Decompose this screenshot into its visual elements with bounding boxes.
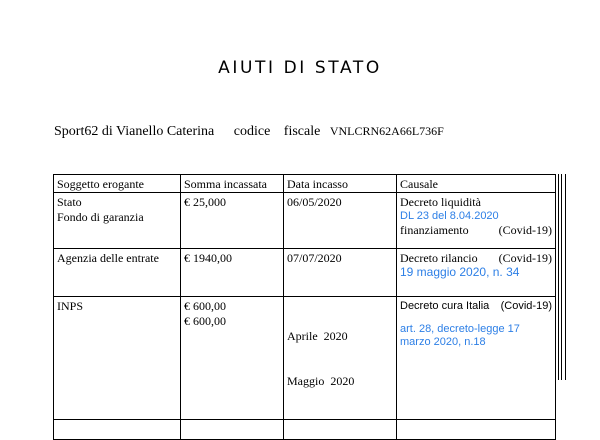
causale-main: Decreto cura Italia [400,300,490,312]
causale-tag: (Covid-19) [498,251,552,265]
somma-cell: € 1940,00 [181,249,284,297]
table-border-line [565,174,566,380]
causale-cell [397,193,556,249]
causale-tag: (Covid-19) [498,223,552,237]
causale-main: Decreto rilancio [400,251,478,265]
header-somma: Somma incassata [181,175,284,193]
causale-tag: (Covid-19) [500,300,552,312]
somma-cell: € 25,000 [181,193,284,249]
data-line: Aprile 2020 [287,329,348,343]
soggetto-cell: INPS [54,297,181,420]
table-row [54,193,556,249]
somma-line: € 600,00 [184,299,226,313]
table-row-empty [54,420,556,440]
causale-extra: finanziamento [400,223,469,237]
fiscale-label: fiscale [283,124,321,139]
header-soggetto: Soggetto erogante [54,175,181,193]
subject-name: Sport62 di Vianello Caterina [54,124,215,139]
table-row [54,249,556,297]
soggetto-line: Stato [57,195,82,209]
somma-line: € 600,00 [184,314,226,328]
data-line: Maggio 2020 [287,374,355,388]
codice-fiscale-value: VNLCRN62A66L736F [329,124,444,138]
data-cell: 07/07/2020 [284,249,397,297]
causale-ref: DL 23 del 8.04.2020 [400,210,499,222]
causale-ref: art. 28, decreto-legge 17 marzo 2020, n.18 [400,323,520,348]
table-border-line [561,174,562,380]
header-data: Data incasso [284,175,397,193]
data-cell: 06/05/2020 [284,193,397,249]
soggetto-cell: Agenzia delle entrate [54,249,181,297]
header-causale: Causale [397,175,556,193]
table-border-line [558,174,559,380]
somma-cell [181,297,284,420]
causale-cell [397,297,556,420]
table-row [54,297,556,420]
aiuti-table [53,174,556,440]
data-cell [284,297,397,420]
causale-cell [397,249,556,297]
causale-extra-row [400,223,552,238]
causale-ref: 19 maggio 2020, n. 34 [400,265,520,279]
causale-main-row [400,251,552,266]
page-title: AIUTI DI STATO [218,58,382,78]
causale-main-row [400,299,552,314]
soggetto-line: Fondo di garanzia [57,210,144,224]
causale-main: Decreto liquidità [400,195,481,209]
table-header-row [54,175,556,193]
codice-label: codice [233,124,271,139]
soggetto-cell [54,193,181,249]
subject-line [54,124,444,140]
